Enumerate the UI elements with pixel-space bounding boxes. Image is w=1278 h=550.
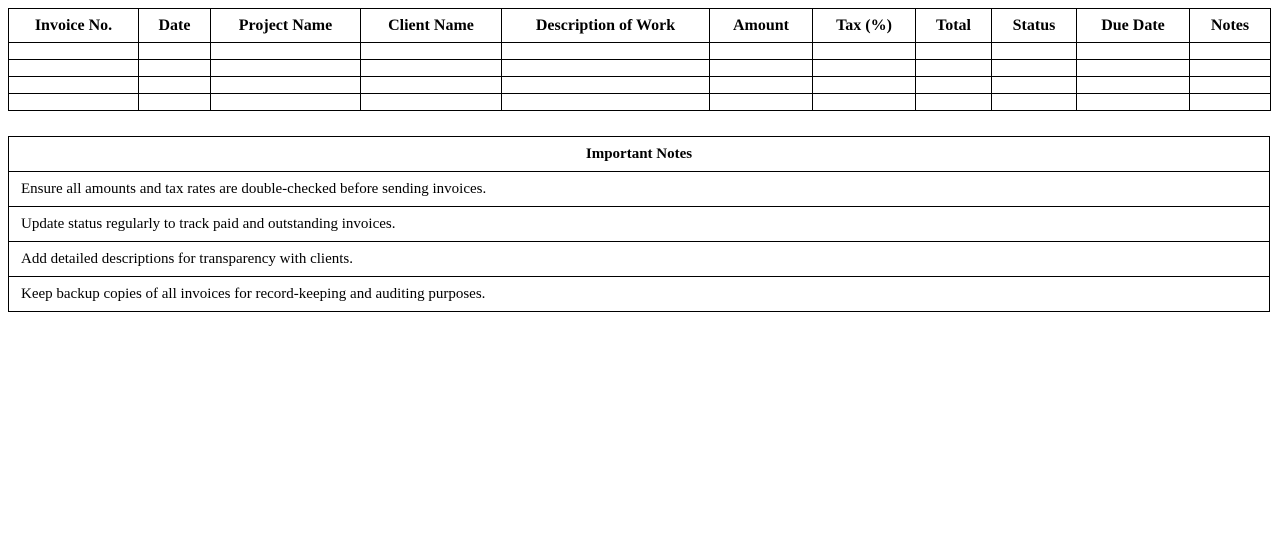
table-row — [9, 94, 1271, 111]
table-row — [9, 60, 1271, 77]
table-cell[interactable] — [992, 94, 1077, 111]
table-cell[interactable] — [211, 60, 361, 77]
header-notes: Notes — [1190, 9, 1271, 43]
table-cell[interactable] — [9, 60, 139, 77]
table-cell[interactable] — [916, 77, 992, 94]
table-cell[interactable] — [9, 43, 139, 60]
table-cell[interactable] — [139, 94, 211, 111]
table-cell[interactable] — [502, 43, 710, 60]
table-cell[interactable] — [813, 77, 916, 94]
table-cell[interactable] — [361, 60, 502, 77]
invoice-table — [8, 8, 1271, 111]
table-cell[interactable] — [916, 94, 992, 111]
table-cell[interactable] — [710, 94, 813, 111]
note-row — [9, 242, 1270, 277]
table-cell[interactable] — [139, 60, 211, 77]
note-row — [9, 207, 1270, 242]
table-cell[interactable] — [211, 94, 361, 111]
header-project-name: Project Name — [211, 9, 361, 43]
table-cell[interactable] — [1077, 60, 1190, 77]
table-cell[interactable] — [139, 43, 211, 60]
table-cell[interactable] — [813, 94, 916, 111]
note-item: Update status regularly to track paid and outstanding invoices. — [9, 207, 1270, 242]
table-cell[interactable] — [710, 60, 813, 77]
table-row — [9, 77, 1271, 94]
header-amount: Amount — [710, 9, 813, 43]
table-cell[interactable] — [211, 43, 361, 60]
table-cell[interactable] — [139, 77, 211, 94]
table-cell[interactable] — [916, 43, 992, 60]
table-cell[interactable] — [1077, 94, 1190, 111]
header-status: Status — [992, 9, 1077, 43]
table-cell[interactable] — [502, 77, 710, 94]
table-cell[interactable] — [1190, 94, 1271, 111]
header-client-name: Client Name — [361, 9, 502, 43]
table-cell[interactable] — [1190, 43, 1271, 60]
important-notes-table — [8, 136, 1270, 312]
table-cell[interactable] — [211, 77, 361, 94]
table-cell[interactable] — [813, 43, 916, 60]
header-due-date: Due Date — [1077, 9, 1190, 43]
table-cell[interactable] — [992, 60, 1077, 77]
table-cell[interactable] — [710, 43, 813, 60]
note-row — [9, 172, 1270, 207]
note-item: Add detailed descriptions for transparency with clients. — [9, 242, 1270, 277]
table-cell[interactable] — [1190, 77, 1271, 94]
table-cell[interactable] — [9, 94, 139, 111]
notes-title: Important Notes — [9, 137, 1270, 172]
header-date: Date — [139, 9, 211, 43]
notes-header-row — [9, 137, 1270, 172]
table-cell[interactable] — [361, 77, 502, 94]
table-cell[interactable] — [916, 60, 992, 77]
table-cell[interactable] — [502, 94, 710, 111]
table-cell[interactable] — [710, 77, 813, 94]
table-cell[interactable] — [1190, 60, 1271, 77]
table-cell[interactable] — [361, 94, 502, 111]
table-cell[interactable] — [813, 60, 916, 77]
table-cell[interactable] — [502, 60, 710, 77]
note-item: Keep backup copies of all invoices for record-keeping and auditing purposes. — [9, 277, 1270, 312]
table-cell[interactable] — [1077, 77, 1190, 94]
header-invoice-no: Invoice No. — [9, 9, 139, 43]
table-cell[interactable] — [361, 43, 502, 60]
header-description-of-work: Description of Work — [502, 9, 710, 43]
table-row — [9, 43, 1271, 60]
invoice-header-row — [9, 9, 1271, 43]
table-cell[interactable] — [1077, 43, 1190, 60]
header-total: Total — [916, 9, 992, 43]
note-row — [9, 277, 1270, 312]
header-tax: Tax (%) — [813, 9, 916, 43]
table-cell[interactable] — [992, 43, 1077, 60]
table-cell[interactable] — [992, 77, 1077, 94]
table-cell[interactable] — [9, 77, 139, 94]
note-item: Ensure all amounts and tax rates are double-checked before sending invoices. — [9, 172, 1270, 207]
